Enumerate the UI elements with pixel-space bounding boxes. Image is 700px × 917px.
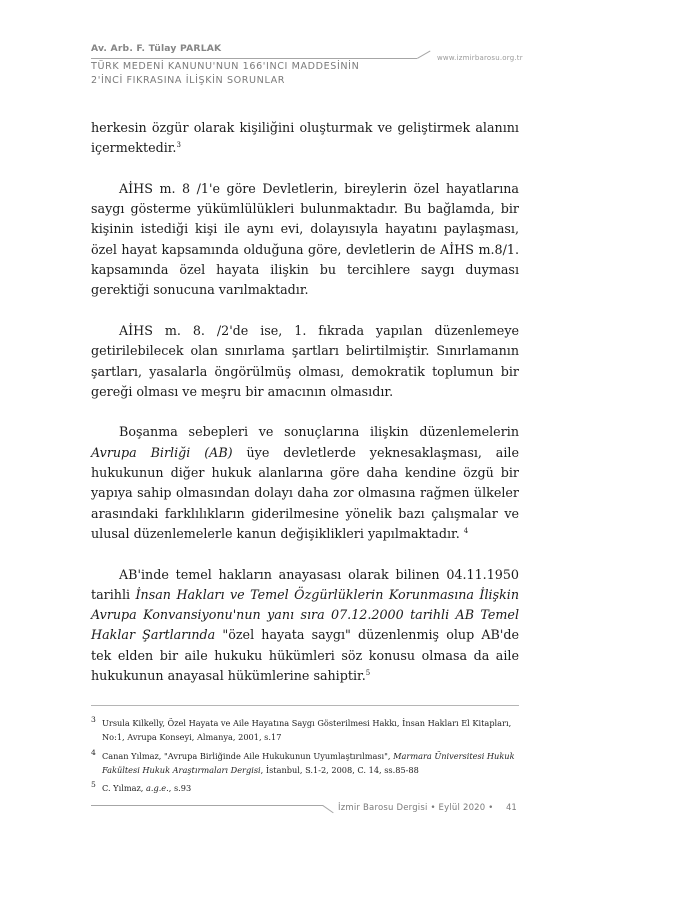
footnote-text-tail: , İstanbul, S.1-2, 2008, C. 14, ss.85-88 bbox=[260, 764, 419, 775]
paragraph-4-text-b: üye devletlerde yeknesaklaşması, aile hukukunun diğer hukuk alanlarına göre daha kendine özgü bir yapıya sahip olmasından dolayı daha zor olmasına rağmen ülkeler arasındaki farklılıkların giderilmesine yönelik bazı çalışmalar ve ulusal düzenlemelerle kanun değişiklikleri yapılmaktadır. bbox=[91, 444, 519, 541]
header-title-line-2: 2'İNCİ FIKRASINA İLİŞKİN SORUNLAR bbox=[91, 74, 286, 86]
footnote-ref-4: 4 bbox=[463, 526, 469, 535]
body-text bbox=[91, 118, 519, 707]
footnote-ref-5: 5 bbox=[365, 668, 371, 677]
header-author: Av. Arb. F. Tülay PARLAK bbox=[91, 43, 222, 54]
footnote-rule bbox=[91, 705, 519, 706]
footnote-number: 5 bbox=[91, 780, 96, 790]
paragraph-5-italic: İnsan Hakları ve Temel Özgürlüklerin Korunmasına İlişkin Avrupa Konvansiyonu'nun yanı sıra 07.12.2000 tarihli AB Temel Haklar Şartlarında bbox=[91, 586, 519, 643]
footnote-5 bbox=[91, 781, 519, 795]
paragraph-2: AİHS m. 8 /1'e göre Devletlerin, bireylerin özel hayatlarına saygı gösterme yükümlülükleri bulunmaktadır. Bu bağlamda, bir kişinin istediği kişi ile aynı evi, dolayısıyla hayatını paylaşması, özel hayat kapsamında olduğuna göre, devletlerin de AİHS m.8/1. kapsamında özel hayata ilişkin bu tercihlere saygı duyması gerektiği sonucuna varılmaktadır. bbox=[91, 180, 519, 298]
footnote-number: 4 bbox=[91, 747, 96, 757]
paragraph-5 bbox=[91, 565, 519, 687]
header-url: www.izmirbarosu.org.tr bbox=[437, 54, 523, 62]
footnote-number: 3 bbox=[91, 715, 96, 724]
paragraph-4-text-a: Boşanma sebepleri ve sonuçlarına ilişkin düzenlemelerin bbox=[119, 424, 519, 440]
paragraph-4 bbox=[91, 422, 519, 544]
footer-journal: İzmir Barosu Dergisi • Eylül 2020 • bbox=[338, 803, 494, 813]
paragraph-5-text-a: AB'inde temel hakların anayasası olarak bilinen 04.11.1950 tarihli bbox=[91, 566, 519, 602]
page-number: 41 bbox=[506, 803, 517, 813]
footnote-text: Canan Yılmaz, "Avrupa Birliğinde Aile Hukukunun Uyumlaştırılması", bbox=[102, 750, 394, 761]
header-rule-slant bbox=[417, 51, 430, 59]
header-article-title bbox=[91, 60, 359, 87]
paragraph-1 bbox=[91, 118, 519, 159]
header-title-line-1: TÜRK MEDENİ KANUNU'NUN 166'INCI MADDESİNİN bbox=[91, 61, 360, 72]
footnote-3 bbox=[91, 716, 519, 745]
paragraph-3: AİHS m. 8. /2'de ise, 1. fıkrada yapılan düzenlemeye getirilebilecek olan sınırlama şartları belirtilmiştir. Sınırlamanın şartları, yasalarla öngörülmüş olması, demokratik toplumun bir gereği olması ve meşru bir amacının olmasıdır. bbox=[91, 322, 519, 399]
paragraph-4-italic: Avrupa Birliği (AB) bbox=[91, 444, 233, 460]
footnote-italic: a.g.e. bbox=[145, 783, 169, 794]
paragraph-5-text-b: "özel hayata saygı" düzenlenmiş olup AB'de tek elden bir aile hukuku hükümleri söz konusu olmasa da aile hukukunun anayasal hükümlerine sahiptir. bbox=[91, 627, 520, 684]
footer-rule-slant bbox=[322, 805, 333, 813]
footnote-text-tail: , s.93 bbox=[168, 783, 192, 794]
footnotes bbox=[91, 716, 519, 799]
footnote-ref-3: 3 bbox=[176, 141, 181, 150]
header-rule bbox=[91, 58, 417, 59]
footnote-text: C. Yılmaz, bbox=[102, 783, 146, 794]
footnote-italic: Marmara Üniversitesi Hukuk Fakültesi Hukuk Araştırmaları Dergisi bbox=[102, 750, 515, 775]
footer-rule bbox=[91, 805, 323, 806]
footnote-text: Ursula Kilkelly, Özel Hayata ve Aile Hayatına Saygı Gösterilmesi Hakkı, İnsan Hakları El Kitapları, No:1, Avrupa Konseyi, Almanya, 2001, s.17 bbox=[102, 718, 512, 743]
paragraph-1-text: herkesin özgür olarak kişiliğini oluşturmak ve geliştirmek alanını içermektedir. bbox=[91, 120, 519, 156]
footnote-4 bbox=[91, 749, 519, 778]
